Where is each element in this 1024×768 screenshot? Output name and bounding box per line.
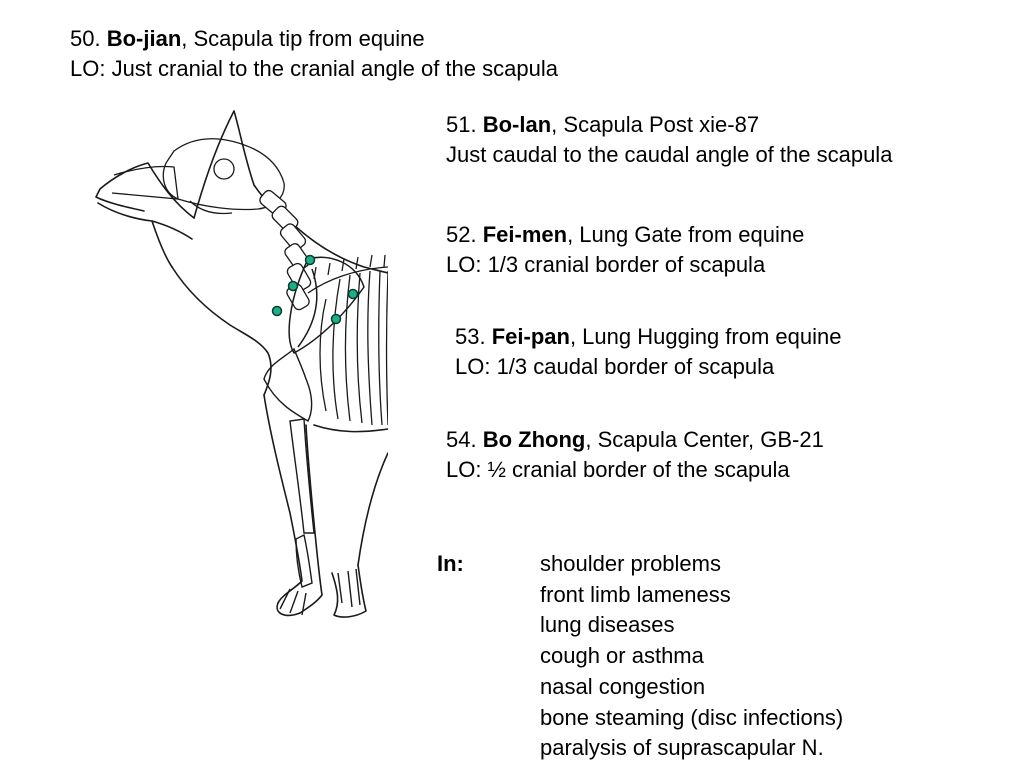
point-53-name: Fei-pan	[491, 324, 570, 349]
acupoint-bo-lan	[349, 290, 358, 299]
acupoint-fei-men	[289, 282, 298, 291]
point-51-location: Just caudal to the caudal angle of the scapula	[446, 142, 893, 167]
point-54-block	[446, 425, 824, 485]
point-52-name: Fei-men	[482, 222, 568, 247]
point-54-location: LO: ½ cranial border of the scapula	[446, 457, 790, 482]
indication-item: front limb lameness	[540, 581, 731, 607]
point-54-title: 54. Bo Zhong, Scapula Center, GB-21	[446, 427, 824, 452]
point-50-title: 50. Bo-jian, Scapula tip from equine	[70, 26, 425, 51]
point-52-location: LO: 1/3 cranial border of scapula	[446, 252, 766, 277]
point-50-location: LO: Just cranial to the cranial angle of the scapula	[70, 56, 558, 81]
point-53-location: LO: 1/3 caudal border of scapula	[455, 354, 775, 379]
point-52-title: 52. Fei-men, Lung Gate from equine	[446, 222, 805, 247]
point-51-block	[446, 110, 892, 170]
indication-item: nasal congestion	[540, 673, 706, 699]
point-50-block	[70, 24, 558, 84]
acupoint-fei-pan	[332, 315, 341, 324]
acupoint-bo-zhong	[273, 307, 282, 316]
acupoint-bo-jian	[306, 256, 315, 265]
indication-item: paralysis of suprascapular N.	[540, 735, 824, 761]
point-51-title: 51. Bo-lan, Scapula Post xie-87	[446, 112, 760, 137]
point-53-title: 53. Fei-pan, Lung Hugging from equine	[455, 324, 842, 349]
indication-item: bone steaming (disc infections)	[540, 704, 844, 730]
indication-item: lung diseases	[540, 612, 675, 638]
indication-item: cough or asthma	[540, 643, 704, 669]
point-50-name: Bo-jian	[106, 26, 182, 51]
point-52-block	[446, 220, 804, 280]
indications-list	[540, 549, 843, 764]
indication-item: shoulder problems	[540, 551, 721, 576]
point-53-block	[455, 322, 841, 382]
indications-label: In:	[437, 551, 464, 576]
dog-skeleton-illustration-icon	[94, 103, 388, 623]
point-51-name: Bo-lan	[482, 112, 552, 137]
point-54-name: Bo Zhong	[482, 427, 586, 452]
